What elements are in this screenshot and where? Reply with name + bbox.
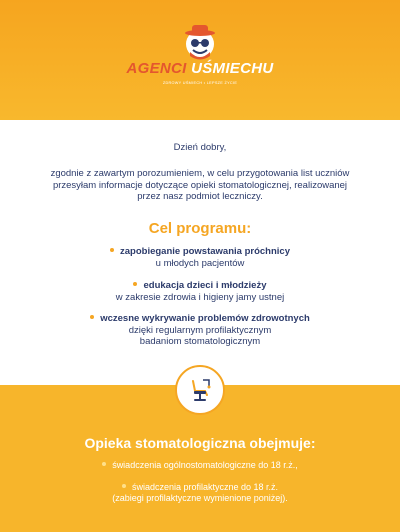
greeting: Dzień dobry, bbox=[173, 142, 227, 153]
goal-item bbox=[0, 313, 400, 348]
intro-line: przesyłam informacje dotyczące opieki stomatologicznej, realizowanej bbox=[52, 179, 348, 191]
program-title: Cel programu: bbox=[148, 220, 252, 237]
goal-bold: wczesne wykrywanie problemów zdrowotnych bbox=[100, 313, 310, 324]
dental-chair-badge bbox=[175, 365, 225, 415]
goal-item bbox=[0, 246, 400, 269]
goal-bold: zapobieganie powstawania próchnicy bbox=[120, 246, 290, 257]
logo-title-part2: UŚMIECHU bbox=[191, 60, 274, 77]
bullet-icon bbox=[110, 248, 114, 252]
letter-body bbox=[0, 120, 400, 385]
bullet-icon bbox=[90, 315, 94, 319]
intro-line: zgodnie z zawartym porozumieniem, w celu przygotowania list uczniów bbox=[50, 168, 350, 179]
intro-line: przez nasz podmiot leczniczy. bbox=[137, 191, 263, 202]
intro-paragraph bbox=[0, 168, 400, 203]
bullet-icon bbox=[102, 462, 106, 466]
logo-tagline: ZDROWY UŚMIECH • LEPSZE ŻYCIE bbox=[162, 81, 238, 85]
care-item-text: świadczenia ogólnostomatologiczne do 18 r.ż., bbox=[112, 460, 298, 470]
care-item bbox=[0, 482, 400, 504]
agent-mascot-icon bbox=[178, 22, 222, 62]
dental-chair-icon bbox=[185, 375, 215, 405]
goal-detail: badaniom stomatologicznym bbox=[139, 336, 261, 347]
bullet-icon bbox=[133, 282, 137, 286]
goal-detail: u młodych pacjentów bbox=[155, 257, 245, 269]
care-item bbox=[0, 460, 400, 471]
logo-title bbox=[126, 60, 273, 78]
logo bbox=[0, 22, 400, 102]
goal-item bbox=[0, 280, 400, 303]
care-title: Opieka stomatologiczna obejmuje: bbox=[84, 435, 316, 451]
goal-detail: dzięki regularnym profilaktycznym bbox=[128, 324, 272, 336]
goal-bold: edukacja dzieci i młodzieży bbox=[143, 280, 267, 291]
care-item-text: świadczenia profilaktyczne do 18 r.ż. bbox=[131, 482, 279, 492]
care-item-detail: (zabiegi profilaktyczne wymienione poniżej). bbox=[112, 493, 288, 503]
logo-title-part1: AGENCI bbox=[126, 60, 187, 77]
bullet-icon bbox=[122, 484, 126, 488]
goal-detail: w zakresie zdrowia i higieny jamy ustnej bbox=[115, 291, 285, 303]
header-banner bbox=[0, 0, 400, 120]
